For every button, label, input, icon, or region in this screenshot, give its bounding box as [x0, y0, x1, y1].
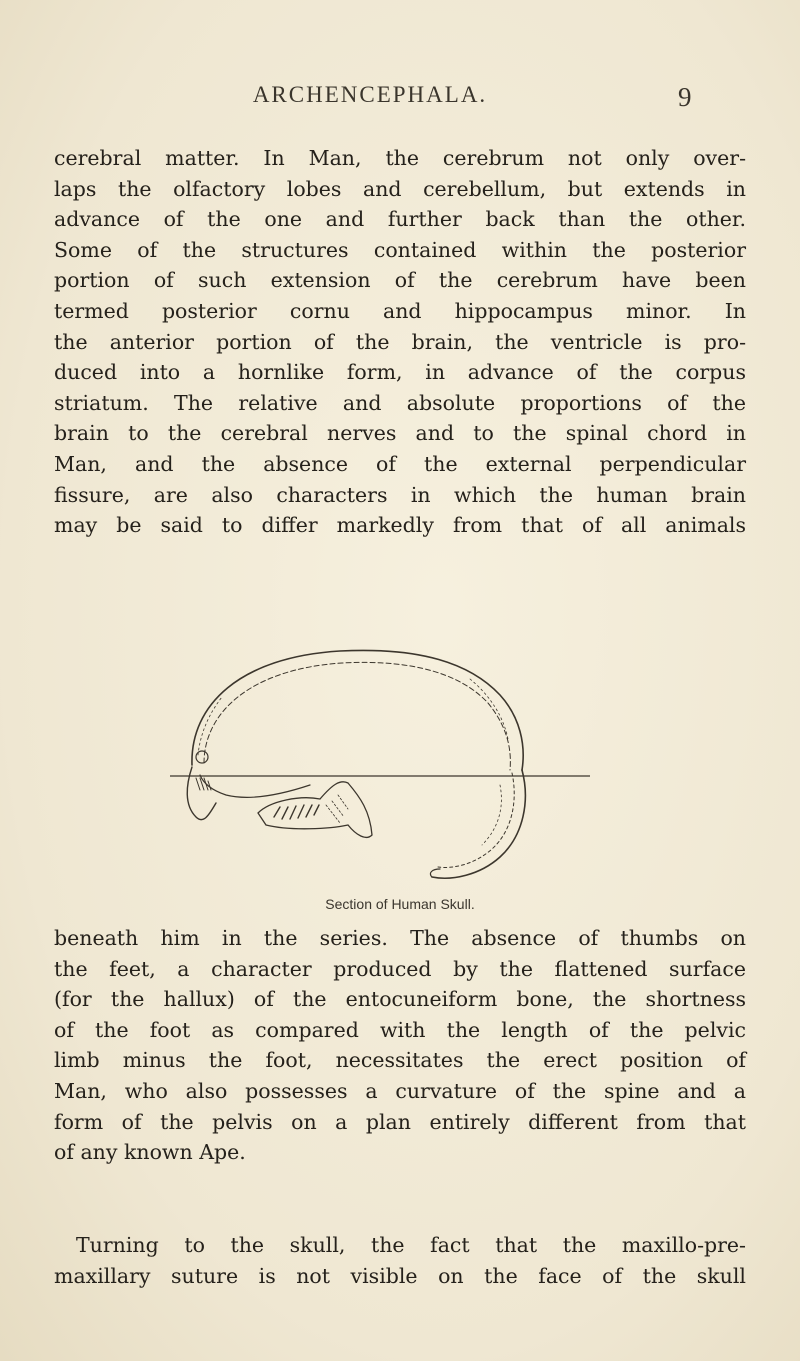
text-line: maxillary suture is not visible on the face of the skull — [54, 1263, 746, 1288]
text-line: Man, and the absence of the external perpendicular — [54, 451, 746, 476]
text-line: of any known Ape. — [54, 1140, 246, 1165]
text-line: duced into a hornlike form, in advance of the corpus — [54, 360, 746, 385]
running-head — [0, 82, 800, 112]
text-line: limb minus the foot, necessitates the erect position of — [54, 1048, 746, 1073]
text-line: striatum. The relative and absolute proportions of the — [54, 390, 746, 415]
text-line: portion of such extension of the cerebrum have been — [54, 268, 746, 293]
text-line: termed posterior cornu and hippocampus minor. In — [54, 298, 746, 323]
paragraph-1 — [54, 143, 746, 541]
running-title: ARCHENCEPHALA. — [252, 82, 488, 107]
cranial-vault-outer — [192, 650, 523, 770]
text-line: cerebral matter. In Man, the cerebrum not only over- — [54, 146, 746, 170]
occipital-curve — [432, 770, 525, 878]
text-line: form of the pelvis on a plan entirely different from that — [54, 1109, 746, 1134]
paragraph-3 — [54, 1230, 746, 1291]
page-number: 9 — [678, 82, 692, 112]
text-line: Turning to the skull, the fact that the maxillo-pre- — [76, 1233, 746, 1257]
text-line: beneath him in the series. The absence of thumbs on — [54, 926, 746, 950]
paragraph-2 — [54, 923, 746, 1168]
text-line: laps the olfactory lobes and cerebellum, but extends in — [54, 176, 746, 201]
cranial-vault-inner — [204, 662, 510, 770]
text-line: the anterior portion of the brain, the ventricle is pro- — [54, 329, 746, 354]
text-line: advance of the one and further back than the other. — [54, 207, 746, 232]
skull-section-illustration — [170, 635, 590, 895]
text-line: brain to the cerebral nerves and to the spinal chord in — [54, 421, 746, 446]
text-line: may be said to differ markedly from that of all animals — [54, 513, 746, 538]
text-line: fissure, are also characters in which the human brain — [54, 482, 746, 507]
figure-caption: Section of Human Skull. — [325, 896, 475, 912]
text-line: the feet, a character produced by the flattened surface — [54, 956, 746, 981]
text-line: of the foot as compared with the length of the pelvic — [54, 1017, 746, 1042]
text-line: (for the hallux) of the entocuneiform bone, the shortness — [54, 987, 746, 1012]
text-line: Man, who also possesses a curvature of the spine and a — [54, 1078, 746, 1103]
text-line: Some of the structures contained within the posterior — [54, 237, 746, 262]
